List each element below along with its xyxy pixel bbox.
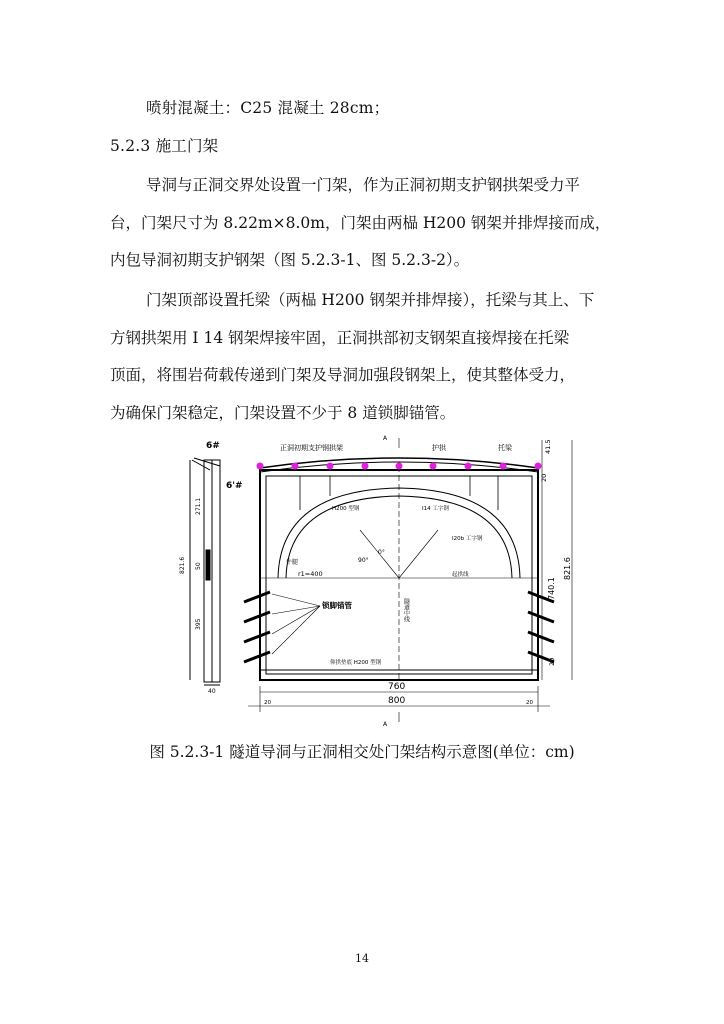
section-heading: 5.2.3 施工门架 — [110, 137, 219, 155]
intro-line: 喷射混凝土：C25 混凝土 28cm； — [146, 99, 390, 117]
dim-800: 800 — [388, 696, 406, 706]
label-i20b: I20b 工字钢 — [452, 536, 483, 542]
left-dim-821-6: 821.6 — [179, 556, 186, 574]
dim-20-left: 20 — [264, 700, 271, 706]
figure-caption: 图 5.2.3-1 隧道导洞与正洞相交处门架结构示意图(单位：cm) — [149, 743, 575, 761]
dim-821-6: 821.6 — [563, 557, 572, 580]
paragraph-2-line: 为确保门架稳定，门架设置不少于 8 道锁脚锚管。 — [110, 403, 456, 422]
label-beam: 托梁 — [498, 444, 512, 452]
paragraph-2-line: 门架顶部设置托梁（两榀 H200 钢架并排焊接），托梁与其上、下 — [146, 291, 595, 309]
mark-6-prime: 6'# — [226, 481, 243, 491]
page-number: 14 — [355, 952, 369, 965]
label-i14: I14 工字钢 — [422, 506, 449, 512]
dim-20-bottom: 20 — [548, 657, 556, 666]
left-dim-271-1: 271.1 — [195, 497, 202, 515]
label-springline: 起拱线 — [452, 572, 469, 578]
paragraph-2-line: 方钢拱架用 I 14 钢架焊接牢固，正洞拱部初支钢架直接焊接在托梁 — [110, 328, 570, 347]
paragraph-1-line: 内包导洞初期支护钢架（图 5.2.3-1、图 5.2.3-2）。 — [110, 251, 470, 270]
label-bottom-beam: 仰拱垫底 H200 型钢 — [330, 660, 382, 666]
paragraph-2 — [110, 282, 618, 432]
dim-740-1: 740.1 — [547, 577, 556, 600]
label-corbel: 牛腿 — [286, 559, 299, 566]
label-anchor: 锁脚锚管 — [322, 601, 352, 610]
label-centerline: 隧道中线 — [402, 598, 410, 622]
portal-frame — [260, 458, 538, 680]
section-a-bottom: A — [383, 721, 388, 728]
dim-20-top: 20 — [540, 473, 548, 482]
paragraph-1-line: 台，门架尺寸为 8.22m×8.0m，门架由两榀 H200 钢架并排焊接而成， — [110, 213, 611, 232]
left-dim-40: 40 — [208, 688, 216, 695]
label-protective-arch: 护拱 — [432, 444, 446, 452]
paragraph-2-line: 顶面，将围岩荷载传递到门架及导洞加强段钢架上，使其整体受力， — [110, 366, 576, 385]
label-angle-b: 0° — [378, 549, 385, 556]
mark-6: 6# — [206, 441, 220, 451]
anchor-leaders — [272, 594, 320, 654]
left-dim-395: 395 — [195, 618, 202, 630]
label-arch-support: 正洞初期支护钢拱架 — [280, 444, 343, 452]
side-section-view — [190, 458, 220, 685]
dim-760: 760 — [388, 682, 406, 692]
paragraph-1 — [110, 167, 618, 280]
dim-41-5: 41.5 — [544, 439, 552, 454]
paragraph-1-line: 导洞与正洞交界处设置一门架，作为正洞初期支护钢拱架受力平 — [146, 176, 581, 194]
portal-frame-figure — [180, 430, 580, 730]
section-a-top: A — [383, 435, 388, 442]
label-radius: r1=400 — [298, 570, 323, 578]
label-angle-a: 90° — [358, 557, 369, 564]
dim-20-right: 20 — [526, 700, 533, 706]
left-dim-50: 50 — [195, 562, 202, 570]
label-h200: H200 型钢 — [332, 506, 360, 512]
